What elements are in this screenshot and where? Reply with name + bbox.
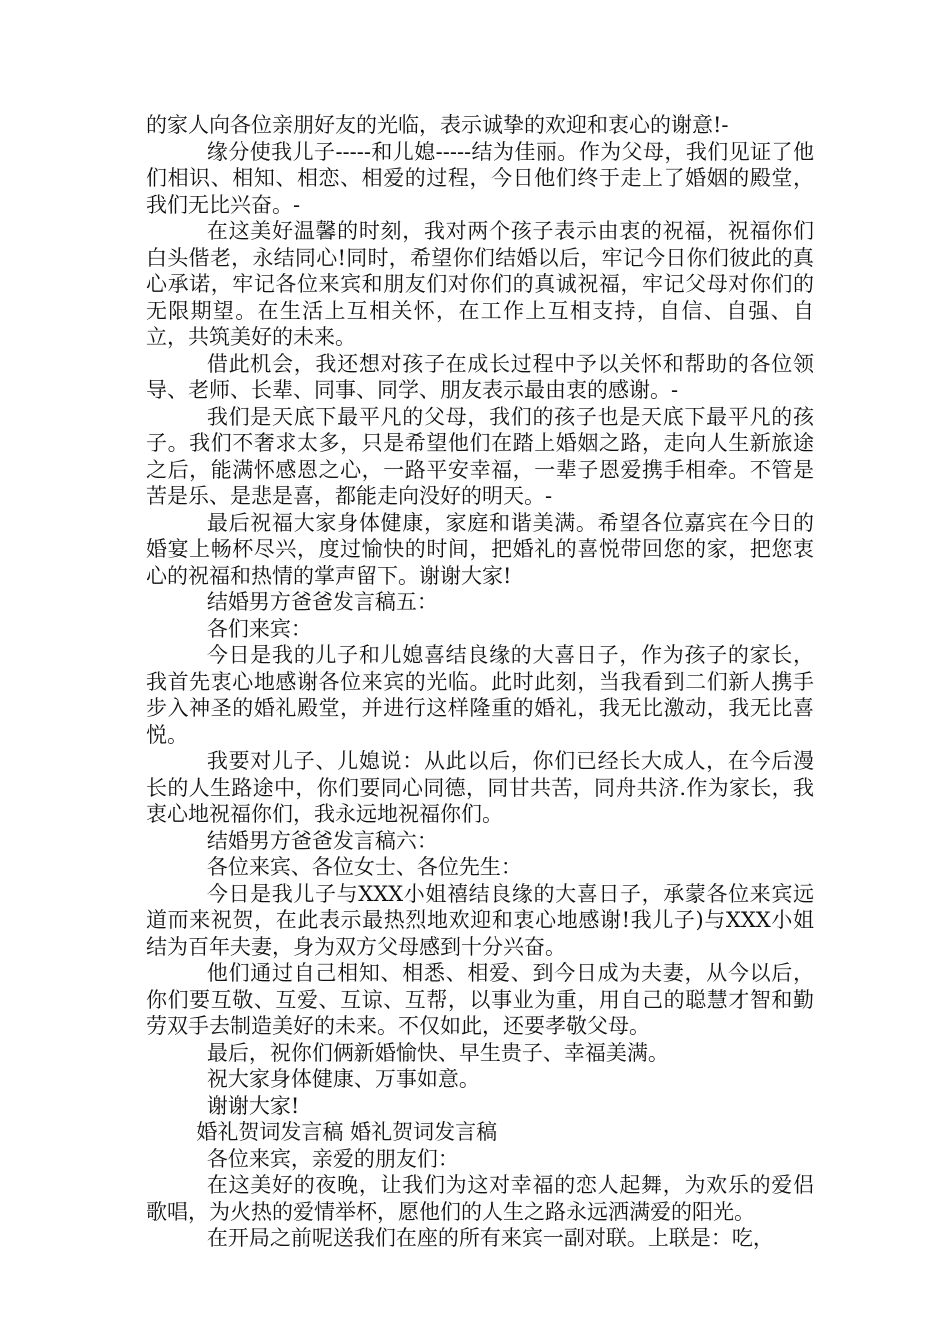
paragraph-mutual-respect: 他们通过自己相知、相悉、相爱、到今日成为夫妻，从今以后，你们要互敬、互爱、互谅、互帮，以事业为重，用自己的聪慧才智和勤劳双手去制造美好的未来。不仅如此，还要孝敬父母。 (146, 961, 814, 1038)
salutation-five: 各们来宾： (206, 616, 312, 641)
section-heading-five: 结婚男方爸爸发言稿五： (206, 590, 438, 614)
paragraph-welcome-continuation: 的家人向各位亲朋好友的光临，表示诚挚的欢迎和衷心的谢意!- (146, 113, 729, 137)
paragraph-ordinary-parents: 我们是天底下最平凡的父母，我们的孩子也是天底下最平凡的孩子。我们不奢求太多，只是希望他们在踏上婚姻之路，走向人生新旅途之后，能满怀感恩之心，一路平安幸福，一辈子恩爱携手相牵。不管是苦是乐、是悲是喜，都能走向没好的明天。- (146, 404, 814, 508)
salutation-six: 各位来宾、各位女士、各位先生： (206, 855, 522, 879)
paragraph-health-wishes: 祝大家身体健康、万事如意。 (206, 1067, 480, 1091)
paragraph-xxx-wedding: 今日是我儿子与XXX小姐禧结良缘的大喜日子，承蒙各位来宾远道而来祝贺，在此表示最热烈地欢迎和衷心地感谢!我儿子)与XXX小姐结为百年夫妻，身为双方父母感到十分兴奋。 (146, 881, 814, 959)
paragraph-couplet: 在开局之前呢送我们在座的所有来宾一副对联。上联是：吃， (206, 1226, 774, 1250)
paragraph-fate: 缘分使我儿子-----和儿媳-----结为佳丽。作为父母，我们见证了他们相识、相知、相恋、相爱的过程，今日他们终于走上了婚姻的殿堂，我们无比兴奋。- (146, 139, 814, 217)
paragraph-thank-you: 谢谢大家! (206, 1093, 300, 1118)
section-heading-six: 结婚男方爸爸发言稿六： (206, 828, 438, 853)
paragraph-wedding-day: 今日是我的儿子和儿媳喜结良缘的大喜日子，作为孩子的家长，我首先衷心地感谢各位来宾的光临。此时此刻，当我看到二们新人携手步入神圣的婚礼殿堂，并进行这样隆重的婚礼，我无比激动，我无比喜悦。 (146, 643, 814, 747)
paragraph-final-wishes: 最后祝福大家身体健康，家庭和谐美满。希望各位嘉宾在今日的婚宴上畅杯尽兴，度过愉快的时间，把婚礼的喜悦带回您的家，把您衷心的祝福和热情的掌声留下。谢谢大家! (146, 510, 814, 588)
paragraph-finally: 最后，祝你们俩新婚愉快、早生贵子、幸福美满。 (206, 1040, 669, 1065)
paragraph-beautiful-night: 在这美好的夜晚，让我们为这对幸福的恋人起舞，为欢乐的爱侣歌唱，为火热的爱情举杯，愿他们的人生之路永远洒满爱的阳光。 (146, 1173, 814, 1224)
paragraph-thanks: 借此机会，我还想对孩子在成长过程中予以关怀和帮助的各位领导、老师、长辈、同事、同学、朋友表示最由衷的感谢。- (146, 351, 814, 402)
section-heading-wedding-speech: 婚礼贺词发言稿 婚礼贺词发言稿 (196, 1120, 498, 1144)
document-page (146, 112, 814, 1252)
paragraph-blessing: 在这美好温馨的时刻，我对两个孩子表示由衷的祝福，祝福你们白头偕老，永结同心!同时，希望你们结婚以后，牢记今日你们彼此的真心承诺，牢记各位来宾和朋友们对你们的真诚祝福，牢记父母对你们的无限期望。在生活上互相关怀，在工作上互相支持，自信、自强、自立，共筑美好的未来。 (146, 219, 814, 349)
salutation-friends: 各位来宾，亲爱的朋友们： (206, 1146, 459, 1171)
paragraph-to-couple: 我要对儿子、儿媳说：从此以后，你们已经长大成人，在今后漫长的人生路途中，你们要同心同德，同甘共苦，同舟共济.作为家长，我衷心地祝福你们，我永远地祝福你们。 (146, 749, 814, 826)
